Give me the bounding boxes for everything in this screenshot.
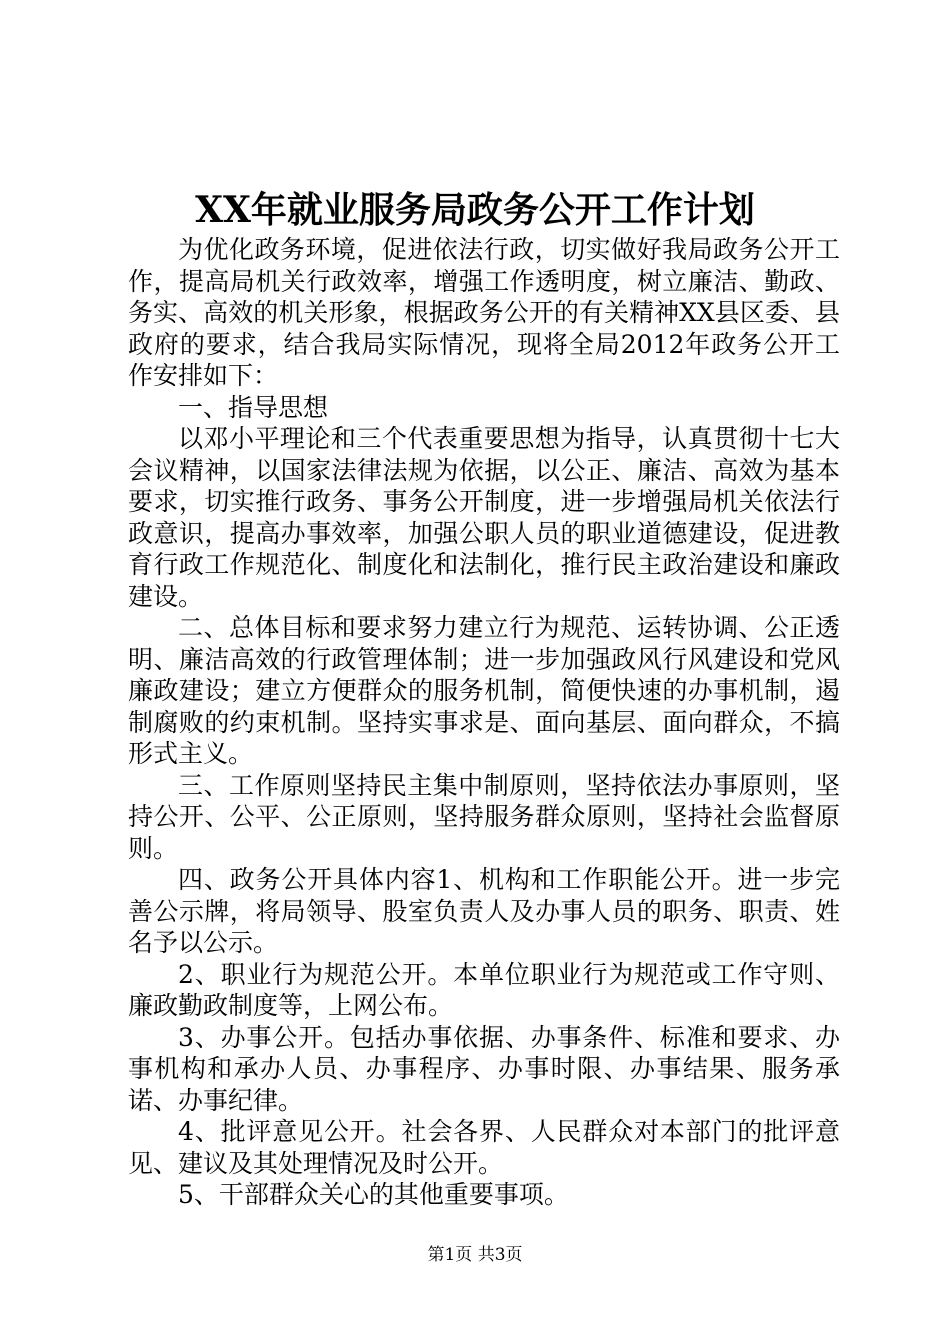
paragraph-item-4: 4、批评意见公开。社会各界、人民群众对本部门的批评意见、建议及其处理情况及时公开。 (128, 1117, 840, 1178)
paragraph-section-1-heading: 一、指导思想 (178, 392, 329, 422)
page-number-footer: 第1页 共3页 (427, 1245, 523, 1265)
paragraph-item-5: 5、干部群众关心的其他重要事项。 (178, 1180, 569, 1209)
paragraph-item-2: 2、职业行为规范公开。本单位职业行为规范或工作守则、廉政勤政制度等，上网公布。 (128, 959, 840, 1020)
paragraph-section-4-item-1: 四、政务公开具体内容1、机构和工作职能公开。进一步完善公示牌，将局领导、股室负责人及办事人员的职务、职责、姓名予以公示。 (128, 865, 840, 957)
paragraph-section-2: 二、总体目标和要求努力建立行为规范、运转协调、公正透明、廉洁高效的行政管理体制；进一步加强政风行风建设和党风廉政建设；建立方便群众的服务机制，简便快速的办事机制，遏制腐败的约束机制。坚持实事求是、面向基层、面向群众，不搞形式主义。 (128, 613, 840, 768)
document-title: XX年就业服务局政务公开工作计划 (195, 189, 755, 231)
paragraph-item-3: 3、办事公开。包括办事依据、办事条件、标准和要求、办事机构和承办人员、办事程序、办事时限、办事结果、服务承诺、办事纪律。 (128, 1022, 840, 1115)
paragraph-intro: 为优化政务环境，促进依法行政，切实做好我局政务公开工作，提高局机关行政效率，增强工作透明度，树立廉洁、勤政、务实、高效的机关形象，根据政务公开的有关精神XX县区委、县政府的要求，结合我局实际情况，现将全局2012年政务公开工作安排如下： (128, 235, 840, 390)
paragraph-guiding-ideology: 以邓小平理论和三个代表重要思想为指导，认真贯彻十七大会议精神，以国家法律法规为依据，以公正、廉洁、高效为基本要求，切实推行政务、事务公开制度，进一步增强局机关依法行政意识，提高办事效率，加强公职人员的职业道德建设，促进教育行政工作规范化、制度化和法制化，推行民主政治建设和廉政建设。 (128, 424, 840, 611)
paragraph-section-3: 三、工作原则坚持民主集中制原则，坚持依法办事原则，坚持公开、公平、公正原则，坚持服务群众原则，坚持社会监督原则。 (128, 770, 840, 863)
document-body (128, 234, 840, 1211)
